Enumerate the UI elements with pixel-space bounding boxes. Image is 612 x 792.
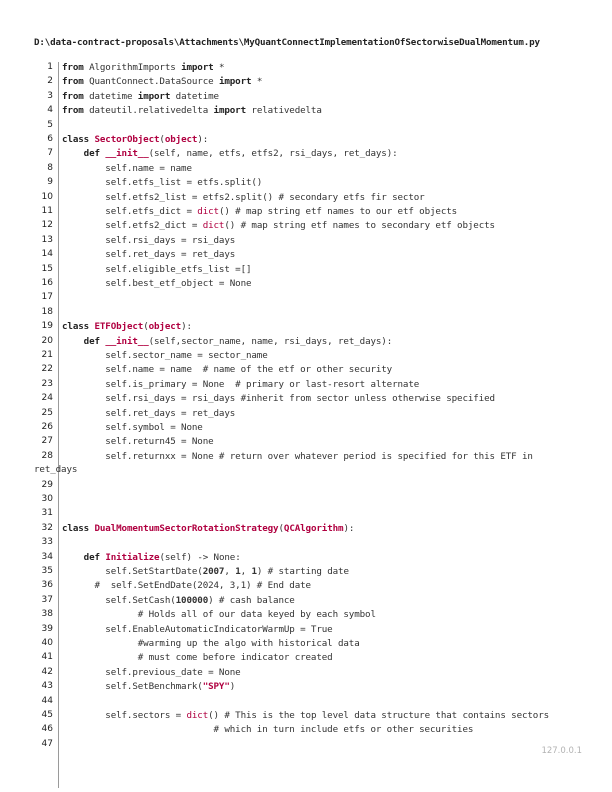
code-token: self.rsi_days = rsi_days — [62, 234, 236, 246]
line-number: 12 — [41, 220, 53, 231]
code-line — [62, 206, 457, 217]
code-token: self.sector_name = sector_name — [62, 350, 268, 361]
code-line — [62, 451, 533, 462]
code-token: def — [83, 551, 100, 563]
code-token: self.sectors = — [62, 710, 187, 721]
line-number: 9 — [47, 177, 53, 188]
code-line — [62, 379, 419, 390]
line-number: 16 — [41, 278, 53, 288]
line-number: 26 — [41, 422, 53, 432]
code-token: from — [62, 62, 84, 73]
code-token: self.ret_days = ret_days — [62, 407, 236, 419]
code-token: ) — [229, 681, 236, 693]
code-line — [62, 235, 235, 246]
code-token: , — [224, 566, 236, 577]
code-token: , — [240, 566, 252, 577]
code-token: () # This is the top level data structure that contains sectors — [208, 710, 550, 721]
line-number: 29 — [41, 479, 53, 490]
code-line — [62, 177, 262, 188]
code-token: ( — [143, 321, 149, 333]
code-token: (self) -> None: — [159, 551, 241, 563]
code-token: self.returnxx = None # return over whatever period is specified for this ETF in — [62, 450, 533, 462]
line-number: 24 — [41, 393, 53, 404]
code-token: self.etfs_dict = — [62, 206, 198, 217]
code-token: from — [62, 76, 84, 88]
code-line — [62, 192, 425, 203]
code-line — [62, 134, 208, 145]
code-token: 2007 — [202, 566, 225, 577]
code-token: ( — [278, 522, 284, 534]
code-line — [62, 552, 241, 563]
code-token: SectorObject — [94, 134, 160, 145]
line-number: 8 — [47, 162, 53, 173]
code-line — [62, 278, 251, 289]
code-line — [62, 580, 311, 591]
code-token: ( — [159, 134, 165, 145]
line-number: 22 — [41, 364, 53, 375]
code-token: class — [62, 134, 90, 145]
code-token — [62, 148, 84, 159]
line-number: 34 — [41, 551, 53, 562]
code-token: import — [218, 76, 252, 88]
code-token: import — [137, 90, 171, 102]
line-number: 28 — [41, 450, 53, 461]
line-number: 23 — [41, 378, 53, 389]
code-token: self.ret_days = ret_days — [62, 249, 236, 261]
code-line — [62, 638, 360, 649]
line-number: 20 — [41, 335, 53, 346]
code-line — [62, 249, 235, 260]
line-number: 15 — [41, 263, 53, 274]
code-line — [62, 595, 295, 606]
code-token: ) # cash balance — [208, 594, 295, 606]
code-line — [62, 422, 203, 433]
code-line — [62, 350, 268, 361]
code-line — [62, 62, 224, 73]
code-token: self.EnableAutomaticIndicatorWarmUp = True — [62, 623, 333, 635]
line-number: 17 — [41, 292, 53, 303]
code-line — [62, 264, 251, 275]
code-token: dict — [186, 710, 209, 721]
code-token: self.etfs2_list = etfs2.split() # secondary etfs fir sector — [62, 191, 425, 203]
code-token: from — [62, 105, 84, 117]
code-token: import — [213, 105, 246, 117]
code-token: self.SetStartDate( — [62, 566, 203, 577]
code-token: self.name = name # name of the etf or other security — [62, 364, 393, 376]
line-number: 39 — [41, 623, 53, 634]
code-token: 100000 — [175, 594, 209, 606]
line-number: 27 — [41, 436, 53, 447]
code-token: import — [181, 62, 214, 73]
line-number: 35 — [41, 566, 53, 576]
code-line — [62, 364, 392, 375]
code-token: object — [148, 321, 182, 333]
code-token: self.symbol = None — [62, 422, 203, 433]
line-number: 44 — [41, 695, 53, 706]
code-token: self.etfs_list = etfs.split() — [62, 177, 263, 189]
line-number: 10 — [41, 191, 53, 202]
line-number: 43 — [41, 681, 53, 692]
code-token: class — [62, 522, 90, 534]
code-line — [62, 163, 192, 174]
line-number: 14 — [41, 249, 53, 260]
code-line — [62, 76, 262, 87]
line-number: 36 — [41, 580, 53, 591]
line-number: 33 — [41, 537, 53, 548]
code-line-continuation: ret_days — [34, 464, 78, 476]
code-token: "SPY" — [202, 681, 230, 693]
code-token: () # map string etf names to our etf objects — [218, 206, 458, 217]
code-line — [62, 724, 473, 735]
line-number: 13 — [41, 234, 53, 245]
line-number: 11 — [41, 206, 53, 216]
code-token — [62, 336, 84, 347]
code-token: Initialize — [105, 551, 160, 563]
code-line — [62, 105, 322, 116]
code-token: datetime — [170, 90, 219, 102]
line-number: 3 — [47, 90, 53, 101]
code-line — [62, 609, 376, 620]
code-token: def — [83, 335, 100, 347]
code-line — [62, 624, 333, 635]
line-number: 7 — [47, 148, 53, 159]
code-token: # which in turn include etfs or other securities — [62, 724, 474, 736]
code-token: self.eligible_etfs_list =[] — [62, 263, 252, 275]
line-number: 40 — [41, 638, 53, 648]
code-token: def — [83, 148, 100, 160]
code-token: (self,sector_name, name, rsi_days, ret_days): — [148, 335, 393, 347]
code-token: # must come before indicator created — [62, 652, 333, 664]
line-number: 42 — [41, 666, 53, 677]
line-number: 21 — [41, 350, 53, 360]
code-token: self.SetBenchmark( — [62, 681, 203, 693]
code-token: ): — [343, 522, 355, 534]
code-token: self.is_primary = None # primary or last-resort alternate — [62, 378, 420, 390]
gutter-divider — [58, 62, 59, 788]
line-number: 46 — [41, 724, 53, 735]
line-number: 37 — [41, 594, 53, 605]
line-number: 4 — [47, 105, 53, 116]
host-footer: 127.0.0.1 — [541, 746, 582, 756]
code-token: # Holds all of our data keyed by each symbol — [62, 609, 376, 621]
code-line — [62, 336, 392, 347]
code-line — [62, 566, 349, 577]
line-number: 32 — [41, 522, 53, 533]
code-token: object — [164, 134, 198, 145]
code-token: __init__ — [105, 335, 149, 347]
code-line — [62, 681, 235, 692]
code-token: * — [213, 62, 225, 73]
code-token: self.return45 = None — [62, 436, 214, 448]
code-token: self.SetCash( — [62, 594, 176, 606]
line-number: 6 — [47, 134, 53, 144]
code-token: (self, name, etfs, etfs2, rsi_days, ret_days): — [148, 148, 398, 160]
line-number: 5 — [47, 119, 53, 130]
code-token: self.etfs2_dict = — [62, 220, 203, 232]
line-number: 2 — [47, 76, 53, 87]
code-token: ): — [181, 321, 192, 333]
code-token: self.rsi_days = rsi_days #inherit from sector unless otherwise specified — [62, 393, 495, 405]
code-token: * — [251, 76, 263, 88]
code-token: dict — [197, 206, 219, 217]
code-token: datetime — [83, 90, 138, 102]
code-token: class — [62, 321, 90, 333]
line-number: 25 — [41, 407, 53, 418]
code-token: ) # starting date — [256, 566, 349, 577]
code-line — [62, 408, 235, 419]
code-token: relativedelta — [246, 105, 322, 117]
code-token: dateutil.relativedelta — [83, 105, 214, 117]
code-line — [62, 91, 219, 102]
code-token: dict — [202, 220, 225, 232]
code-token: ETFObject — [94, 321, 144, 333]
code-line — [62, 523, 354, 534]
line-number: 19 — [41, 321, 53, 332]
code-line — [62, 710, 549, 721]
code-token: # self.SetEndDate(2024, 3,1) # End date — [62, 580, 311, 592]
code-token — [62, 552, 84, 563]
code-token: self.best_etf_object = None — [62, 278, 252, 289]
line-number: 18 — [41, 306, 53, 317]
code-line — [62, 667, 241, 678]
code-token: ): — [197, 134, 209, 145]
code-line — [62, 148, 398, 159]
code-token: 1 — [251, 566, 257, 577]
code-token: QuantConnect.DataSource — [83, 76, 219, 88]
line-number: 47 — [41, 738, 53, 749]
code-token: QCAlgorithm — [283, 522, 344, 534]
line-number: 38 — [41, 609, 53, 620]
code-line — [62, 393, 495, 404]
line-number: 41 — [41, 652, 53, 663]
code-token: 1 — [235, 566, 241, 577]
code-token: self.name = name — [62, 162, 192, 174]
code-token: #warming up the algo with historical data — [62, 638, 360, 649]
line-number: 1 — [47, 62, 53, 72]
line-number: 31 — [41, 508, 53, 519]
code-line — [62, 220, 495, 231]
code-token: __init__ — [105, 148, 149, 160]
line-number: 30 — [41, 494, 53, 504]
line-number: 45 — [41, 710, 53, 720]
code-token: DualMomentumSectorRotationStrategy — [94, 522, 279, 534]
file-path-header: D:\data-contract-proposals\Attachments\MyQuantConnectImplementationOfSectorwiseDualMomentum.py — [34, 37, 540, 48]
code-line — [62, 652, 333, 663]
code-token: () # map string etf names to secondary etf objects — [224, 220, 495, 232]
code-token: AlgorithmImports — [83, 62, 182, 73]
code-line — [62, 321, 192, 332]
code-token: from — [62, 90, 84, 102]
code-line — [62, 436, 214, 447]
code-token: self.previous_date = None — [62, 666, 241, 678]
